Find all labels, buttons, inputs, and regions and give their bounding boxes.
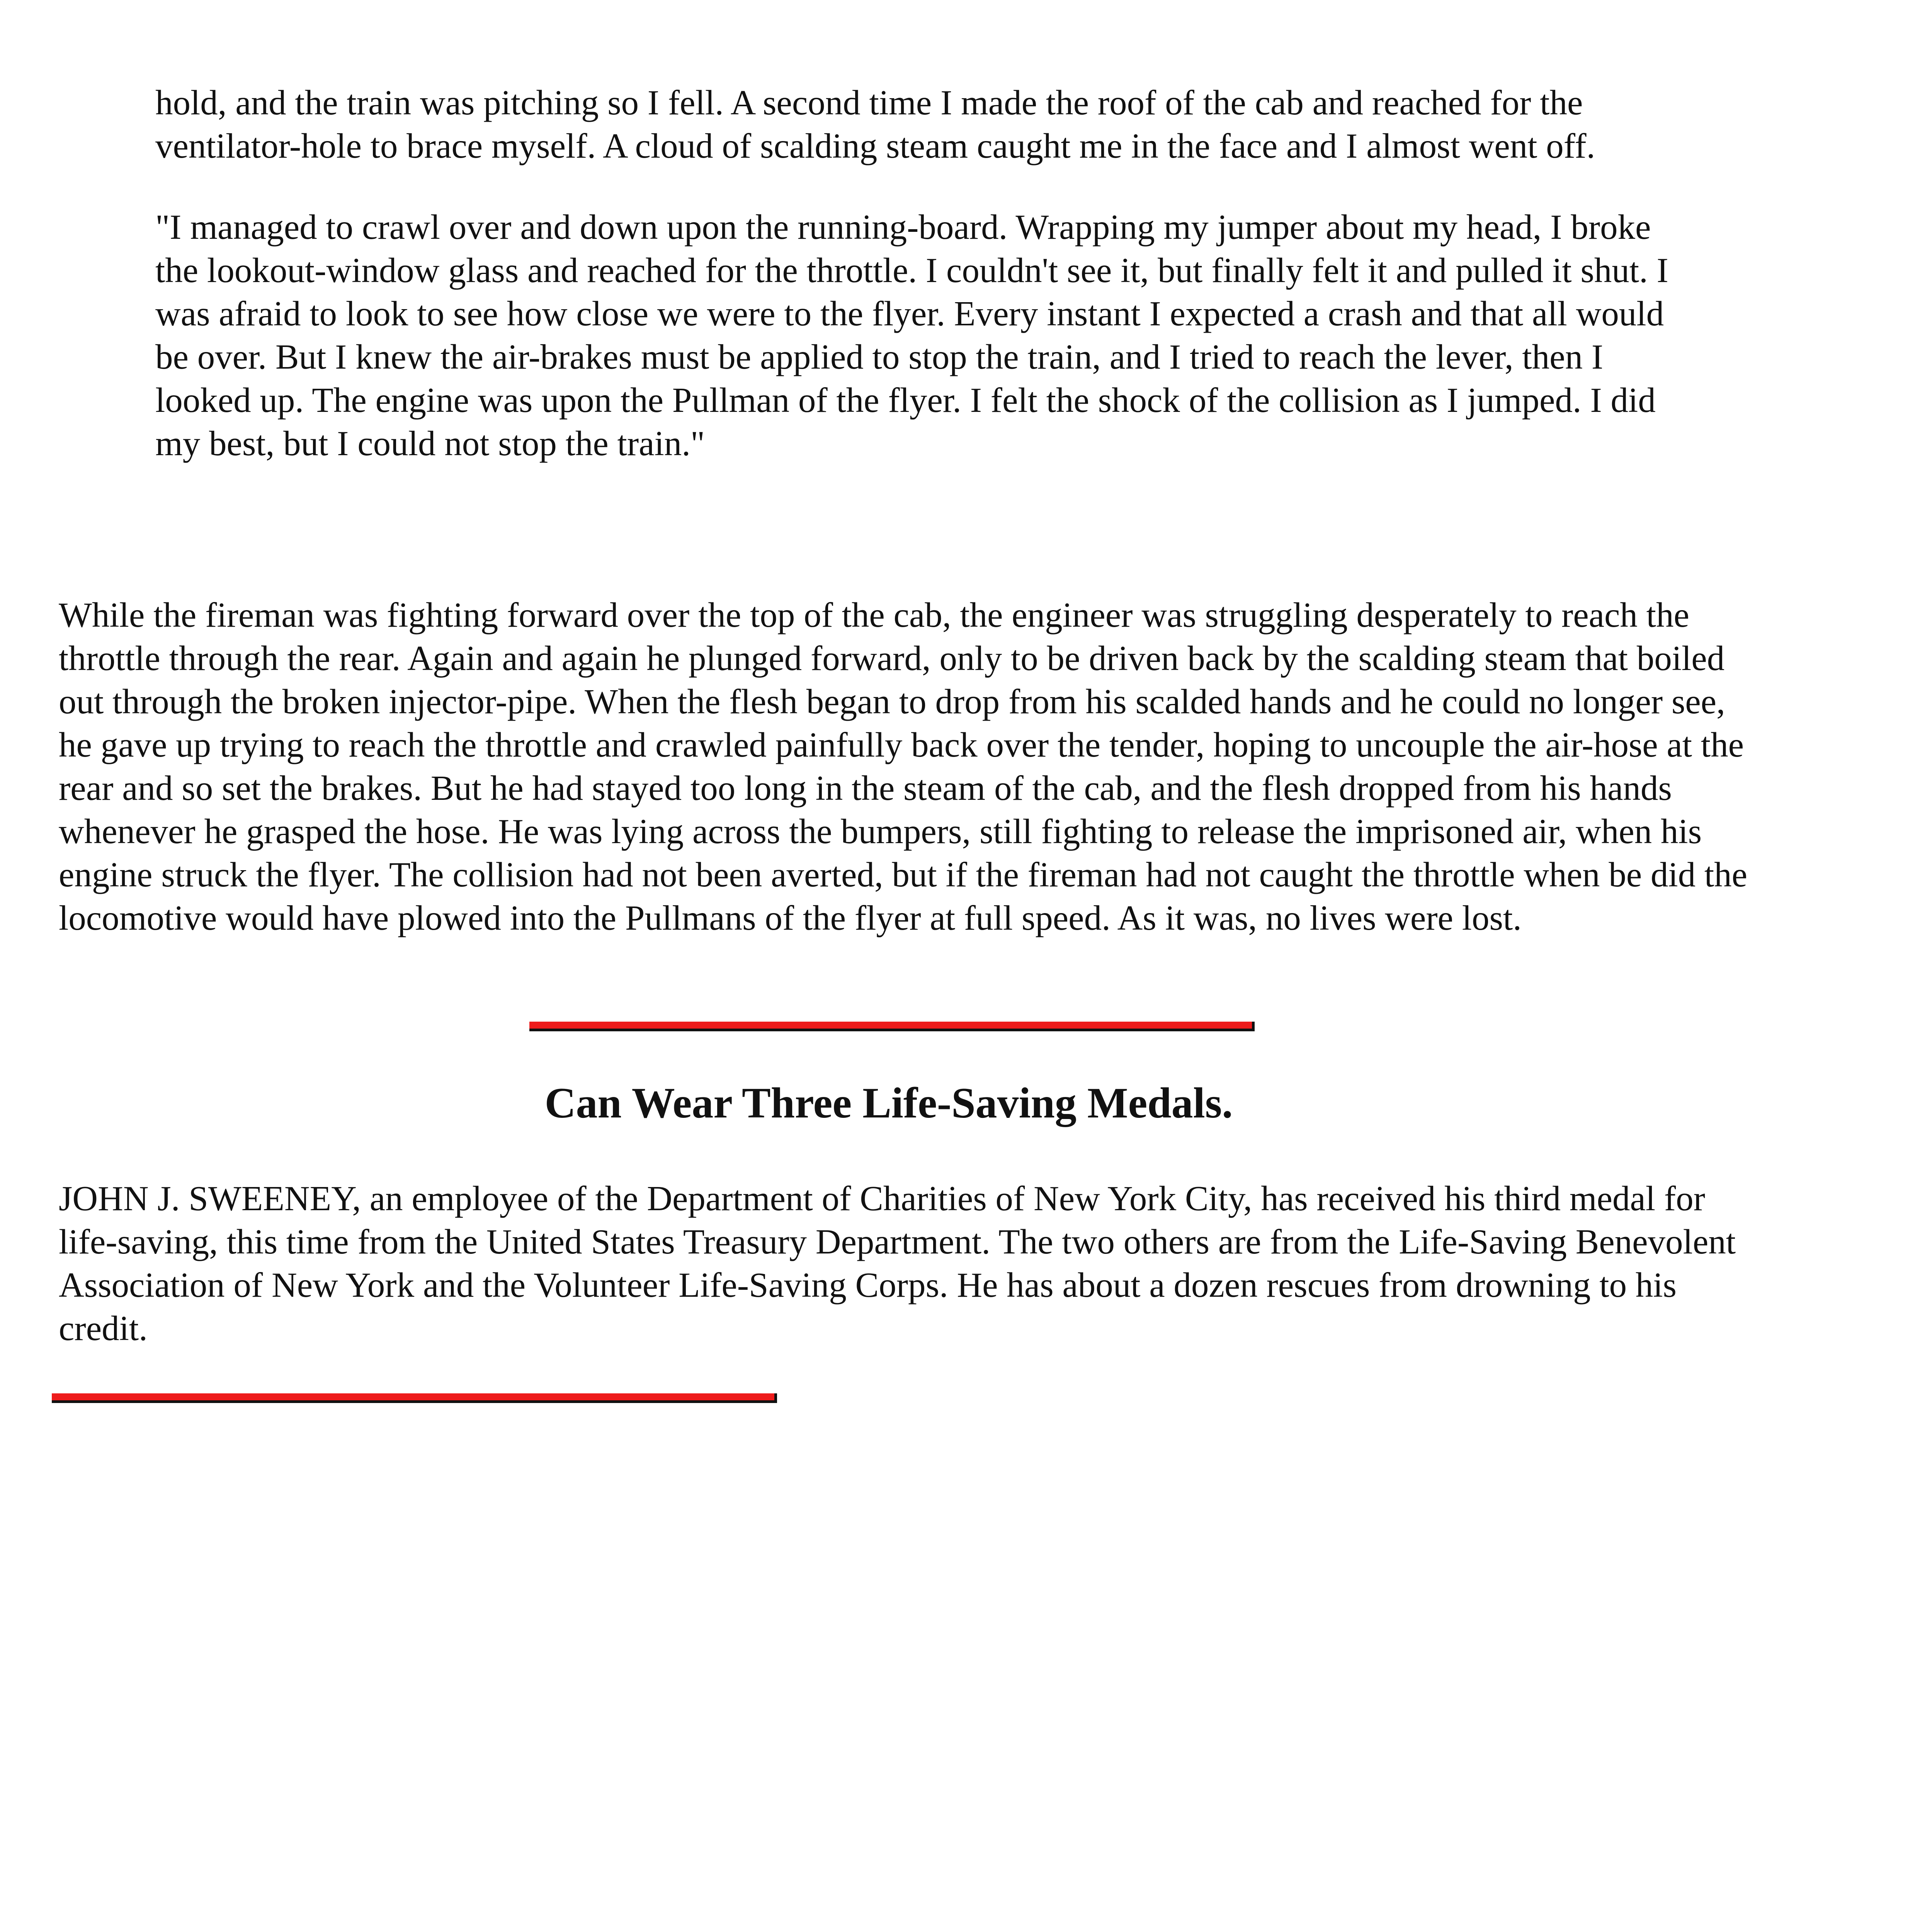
- section-divider: [529, 1022, 1255, 1031]
- end-divider: [52, 1393, 777, 1403]
- indented-quote: [155, 81, 1682, 465]
- engineer-paragraph: While the fireman was fighting forward over the top of the cab, the engineer was struggling desperately to reach the throttle through the rear. Again and again he plunged forward, only to be driven back by the scalding steam that boiled out through the broken injector-pipe. When the flesh began to drop from his scalded hands and he could no longer see, he gave up trying to reach the throttle and crawled painfully back over the tender, hoping to uncouple the air-hose at the rear and so set the brakes. But he had stayed too long in the steam of the cab, and the flesh dropped from his hands whenever he grasped the hose. He was lying across the bumpers, still fighting to release the imprisoned air, when his engine struck the flyer. The collision had not been averted, but if the fireman had not caught the throttle when be did the locomotive would have plowed into the Pullmans of the flyer at full speed. As it was, no lives were lost.: [59, 595, 1748, 937]
- quote-paragraph-1: hold, and the train was pitching so I fell. A second time I made the roof of the cab and reached for the ventilator-hole to brace myself. A cloud of scalding steam caught me in the face and I almost went off.: [155, 83, 1595, 165]
- sweeney-paragraph: JOHN J. SWEENEY, an employee of the Department of Charities of New York City, has received his third medal for life-saving, this time from the United States Treasury Department. The two others are from the Life-Saving Benevolent Association of New York and the Volunteer Life-Saving Corps. He has about a dozen rescues from drowning to his credit.: [59, 1179, 1736, 1348]
- quote-paragraph-2: "I managed to crawl over and down upon the running-board. Wrapping my jumper about my head, I broke the lookout-window glass and reached for the throttle. I couldn't see it, but finally felt it and pulled it shut. I was afraid to look to see how close we were to the flyer. Every instant I expected a crash and that all would be over. But I knew the air-brakes must be applied to stop the train, and I tried to reach the lever, then I looked up. The engine was upon the Pullman of the flyer. I felt the shock of the collision as I jumped. I did my best, but I could not stop the train.": [155, 207, 1668, 463]
- article-heading: Can Wear Three Life-Saving Medals.: [544, 1079, 1233, 1127]
